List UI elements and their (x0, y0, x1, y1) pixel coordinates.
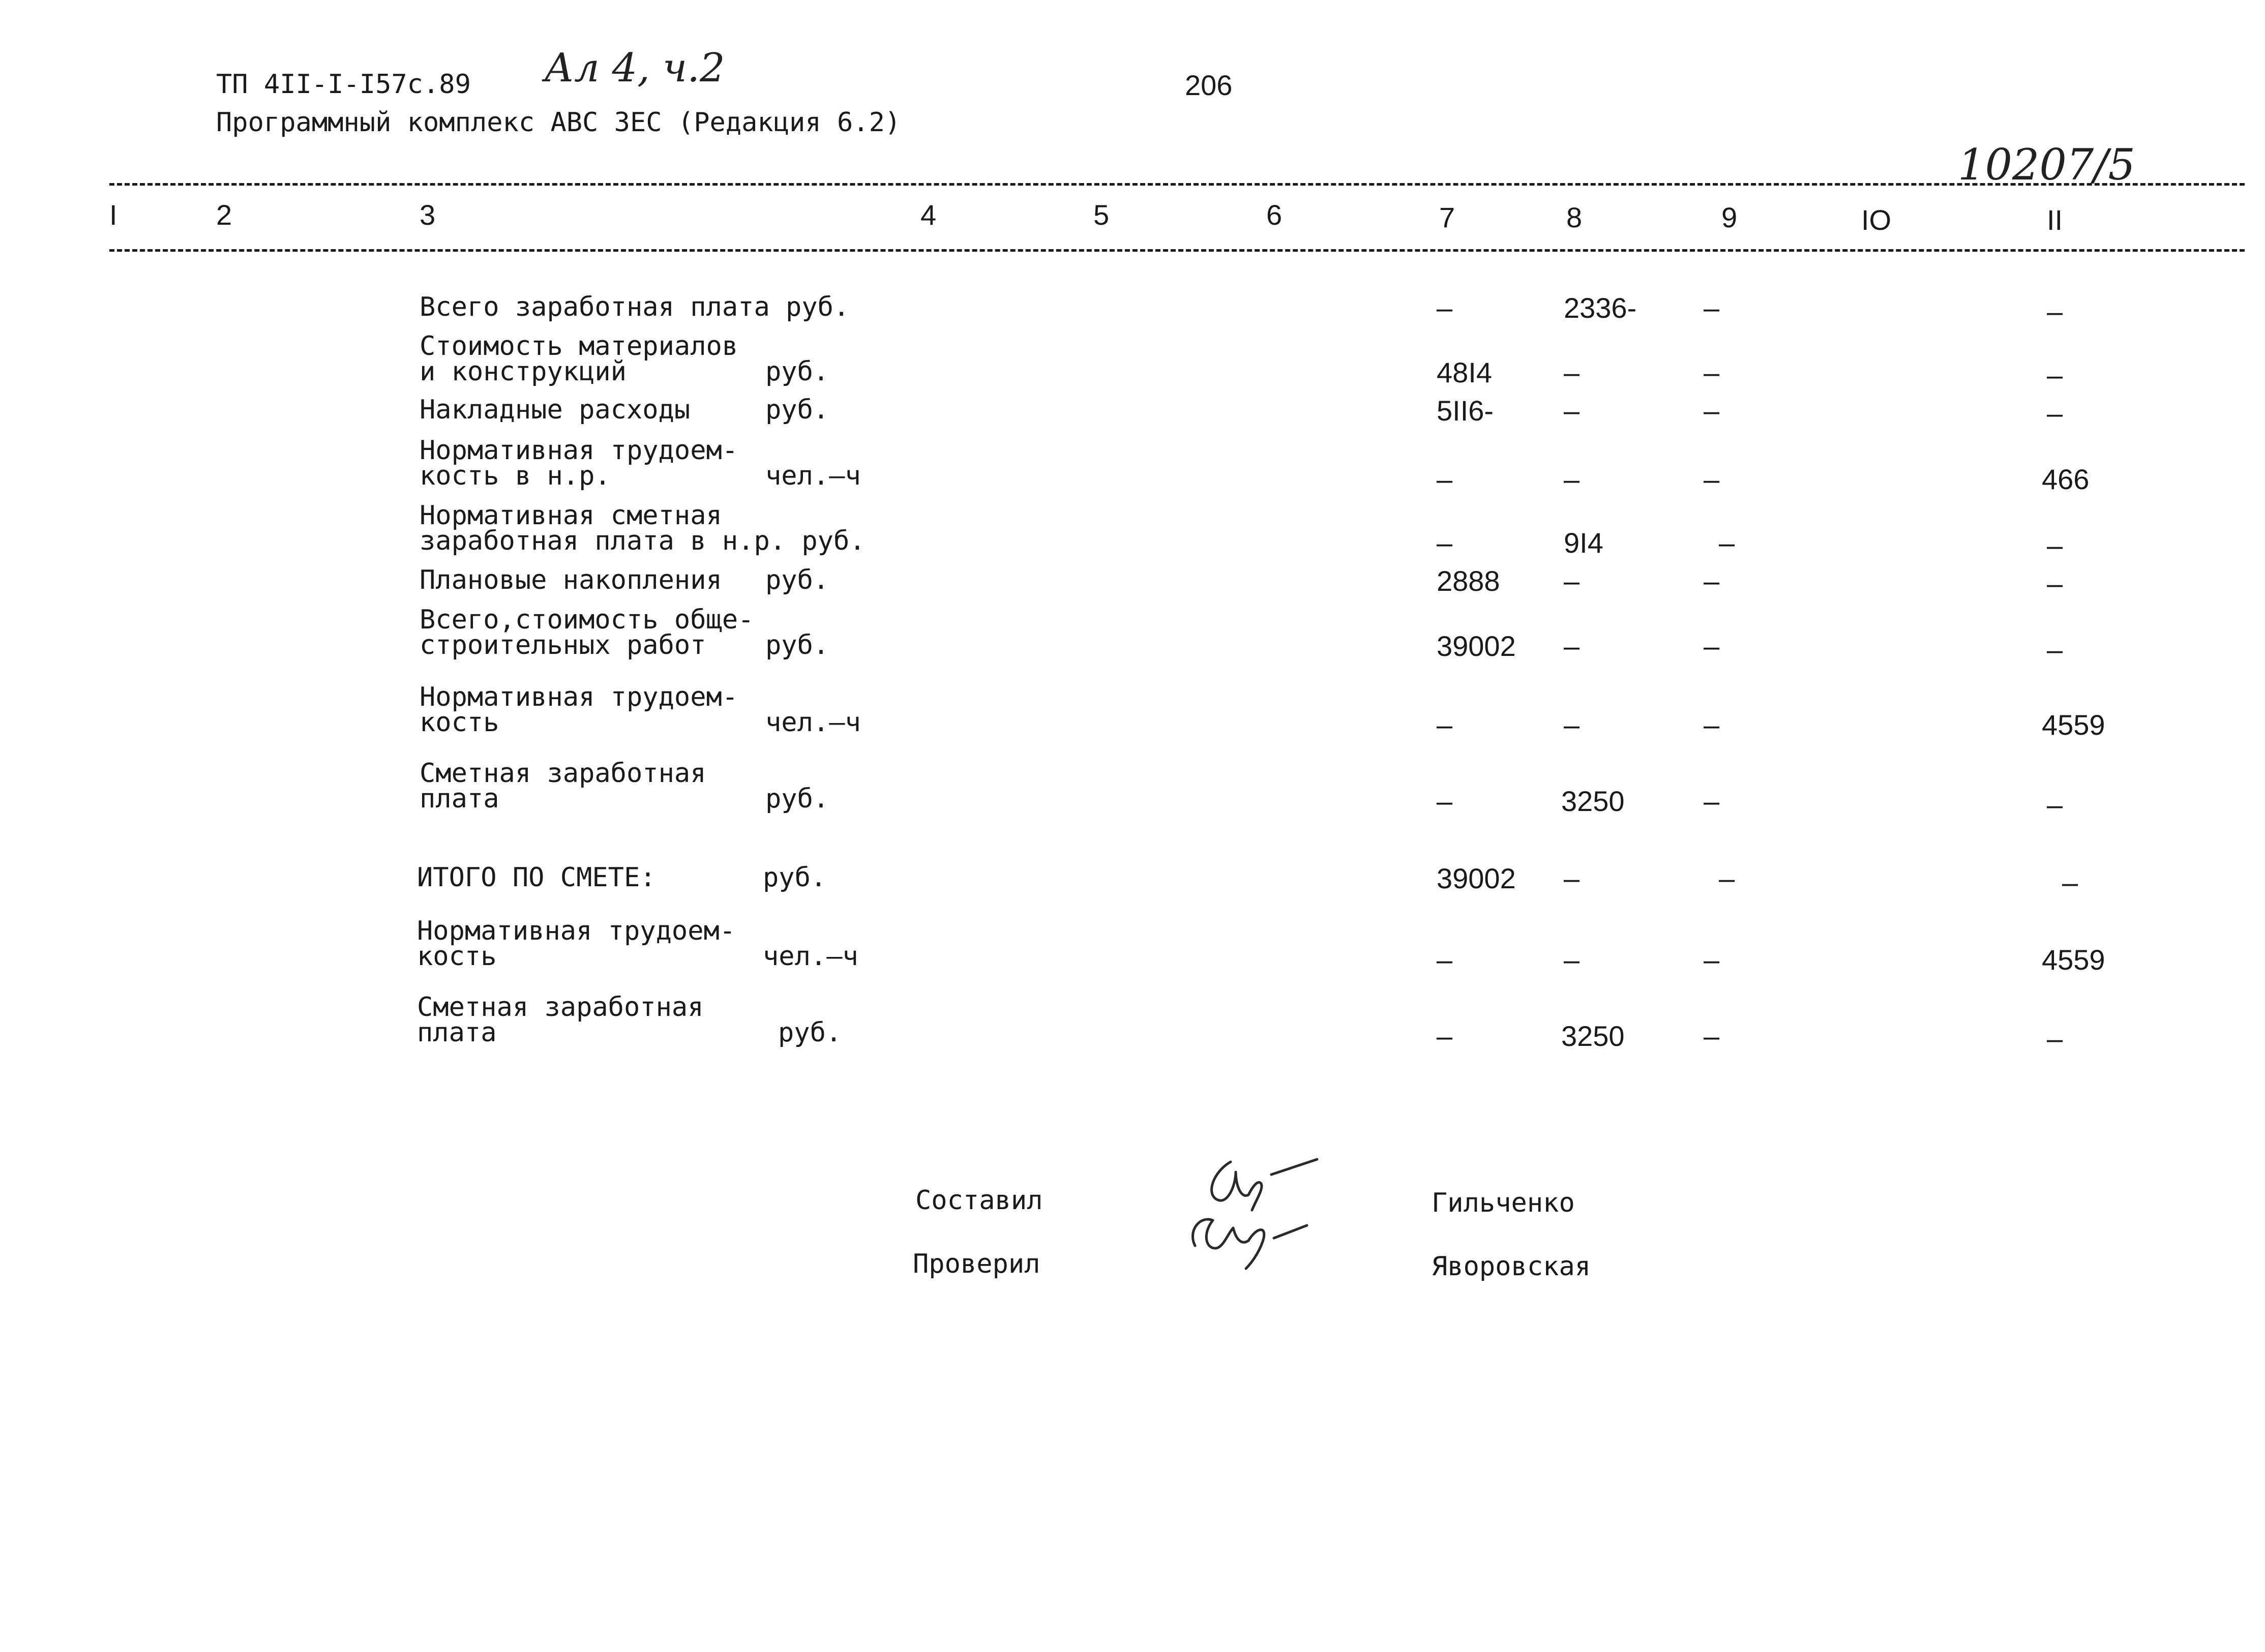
row-0-col9: – (1704, 292, 1720, 324)
row-1-name-line2: и конструкций (420, 356, 627, 387)
row-10-unit: чел.–ч (763, 941, 858, 972)
col-header-9: 9 (1721, 201, 1738, 233)
row-2-col8: – (1564, 395, 1580, 427)
row-5-col9: – (1704, 565, 1720, 597)
row-11-name-line2: плата (417, 1017, 497, 1048)
handwritten-signatures (1165, 1144, 1337, 1276)
row-8-name-line1: Сметная заработная (420, 758, 706, 789)
row-11-col7: – (1437, 1020, 1453, 1052)
row-7-col9: – (1704, 709, 1720, 741)
row-3-name-line2: кость в н.р. (420, 461, 611, 491)
page-number: 206 (1185, 69, 1233, 101)
row-11-col8: 3250 (1561, 1020, 1625, 1052)
header-top-rule (109, 183, 2245, 186)
row-0-name-line1: Всего заработная плата руб. (420, 292, 850, 322)
row-2-unit: руб. (765, 395, 829, 425)
row-6-col8: – (1564, 630, 1580, 662)
row-2-col9: – (1704, 395, 1720, 427)
col-header-2: 2 (216, 199, 232, 231)
col-header-1: I (109, 199, 117, 231)
row-3-col11: 466 (2042, 463, 2090, 495)
row-1-col9: – (1704, 356, 1720, 388)
row-1-col7: 48I4 (1437, 356, 1492, 388)
row-10-name-line1: Нормативная трудоем- (417, 916, 736, 946)
checked-label: Проверил (913, 1249, 1040, 1279)
row-2-col11: – (2047, 397, 2063, 429)
row-8-unit: руб. (765, 784, 829, 814)
row-8-col7: – (1437, 785, 1453, 817)
row-1-col8: – (1564, 356, 1580, 388)
col-header-3: 3 (420, 199, 436, 231)
compiled-label: Составил (915, 1185, 1043, 1216)
row-10-col8: – (1564, 944, 1580, 976)
row-2-col7: 5II6- (1437, 395, 1494, 427)
checked-name: Яворовская (1432, 1251, 1591, 1282)
row-11-name-line1: Сметная заработная (417, 992, 704, 1023)
row-9-col11: – (2062, 866, 2078, 898)
row-7-name-line2: кость (420, 707, 499, 738)
row-4-name-line2: заработная плата в н.р. руб. (420, 526, 866, 556)
row-0-col8: 2336- (1564, 292, 1637, 324)
row-7-col8: – (1564, 709, 1580, 741)
col-header-11: II (2047, 204, 2063, 236)
row-9-col7: 39002 (1437, 862, 1516, 894)
row-10-col11: 4559 (2042, 944, 2105, 976)
row-6-col11: – (2047, 634, 2063, 666)
row-3-unit: чел.–ч (765, 461, 861, 491)
row-11-unit: руб. (778, 1017, 842, 1048)
row-11-col11: – (2047, 1023, 2063, 1055)
row-4-col7: – (1437, 527, 1453, 559)
row-9-unit: руб. (763, 862, 827, 893)
row-7-name-line1: Нормативная трудоем- (420, 682, 738, 712)
row-11-col9: – (1704, 1020, 1720, 1052)
row-6-col9: – (1704, 630, 1720, 662)
row-8-name-line2: плата (420, 784, 499, 814)
row-10-name-line2: кость (417, 941, 497, 972)
row-5-col7: 2888 (1437, 565, 1500, 597)
row-10-col9: – (1704, 944, 1720, 976)
col-header-4: 4 (920, 199, 937, 231)
header-bottom-rule (109, 249, 2245, 252)
col-header-8: 8 (1566, 201, 1583, 233)
row-1-unit: руб. (765, 356, 829, 387)
row-8-col9: – (1704, 785, 1720, 817)
row-9-col8: – (1564, 862, 1580, 894)
row-7-unit: чел.–ч (765, 707, 861, 738)
row-5-name-line1: Плановые накопления (420, 565, 722, 595)
col-header-5: 5 (1093, 199, 1110, 231)
row-8-col8: 3250 (1561, 785, 1625, 817)
row-9-name-line1: ИТОГО ПО СМЕТЕ: (417, 862, 656, 893)
row-6-name-line2: строительных работ (420, 630, 706, 660)
row-3-name-line1: Нормативная трудоем- (420, 435, 738, 466)
row-7-col7: – (1437, 709, 1453, 741)
row-6-unit: руб. (765, 630, 829, 660)
row-1-name-line1: Стоимость материалов (420, 331, 738, 362)
row-4-col8: 9I4 (1564, 527, 1603, 559)
col-header-7: 7 (1439, 201, 1455, 233)
row-5-col11: – (2047, 567, 2063, 599)
compiled-name: Гильченко (1432, 1188, 1575, 1218)
doc-code: ТП 4II-I-I57с.89 (216, 69, 471, 100)
col-header-10: IO (1861, 204, 1892, 236)
handwritten-sheet-number: 10207/5 (1958, 140, 2135, 190)
row-10-col7: – (1437, 944, 1453, 976)
row-6-name-line1: Всего,стоимость обще- (420, 605, 754, 635)
row-3-col8: – (1564, 463, 1580, 495)
row-9-col9: – (1719, 862, 1735, 894)
handwritten-ref: Ал 4, ч.2 (544, 45, 725, 91)
row-3-col9: – (1704, 463, 1720, 495)
row-8-col11: – (2047, 789, 2063, 821)
row-5-col8: – (1564, 565, 1580, 597)
row-0-col7: – (1437, 292, 1453, 324)
row-4-col11: – (2047, 529, 2063, 561)
row-3-col7: – (1437, 463, 1453, 495)
row-0-col11: – (2047, 295, 2063, 327)
row-1-col11: – (2047, 359, 2063, 391)
row-5-unit: руб. (765, 565, 829, 595)
col-header-6: 6 (1266, 199, 1283, 231)
row-4-col9: – (1719, 527, 1735, 559)
row-6-col7: 39002 (1437, 630, 1516, 662)
row-7-col11: 4559 (2042, 709, 2105, 741)
row-4-name-line1: Нормативная сметная (420, 500, 722, 531)
program-line: Программный комплекс АВС ЗЕС (Редакция 6.2) (216, 107, 901, 138)
row-2-name-line1: Накладные расходы (420, 395, 691, 425)
